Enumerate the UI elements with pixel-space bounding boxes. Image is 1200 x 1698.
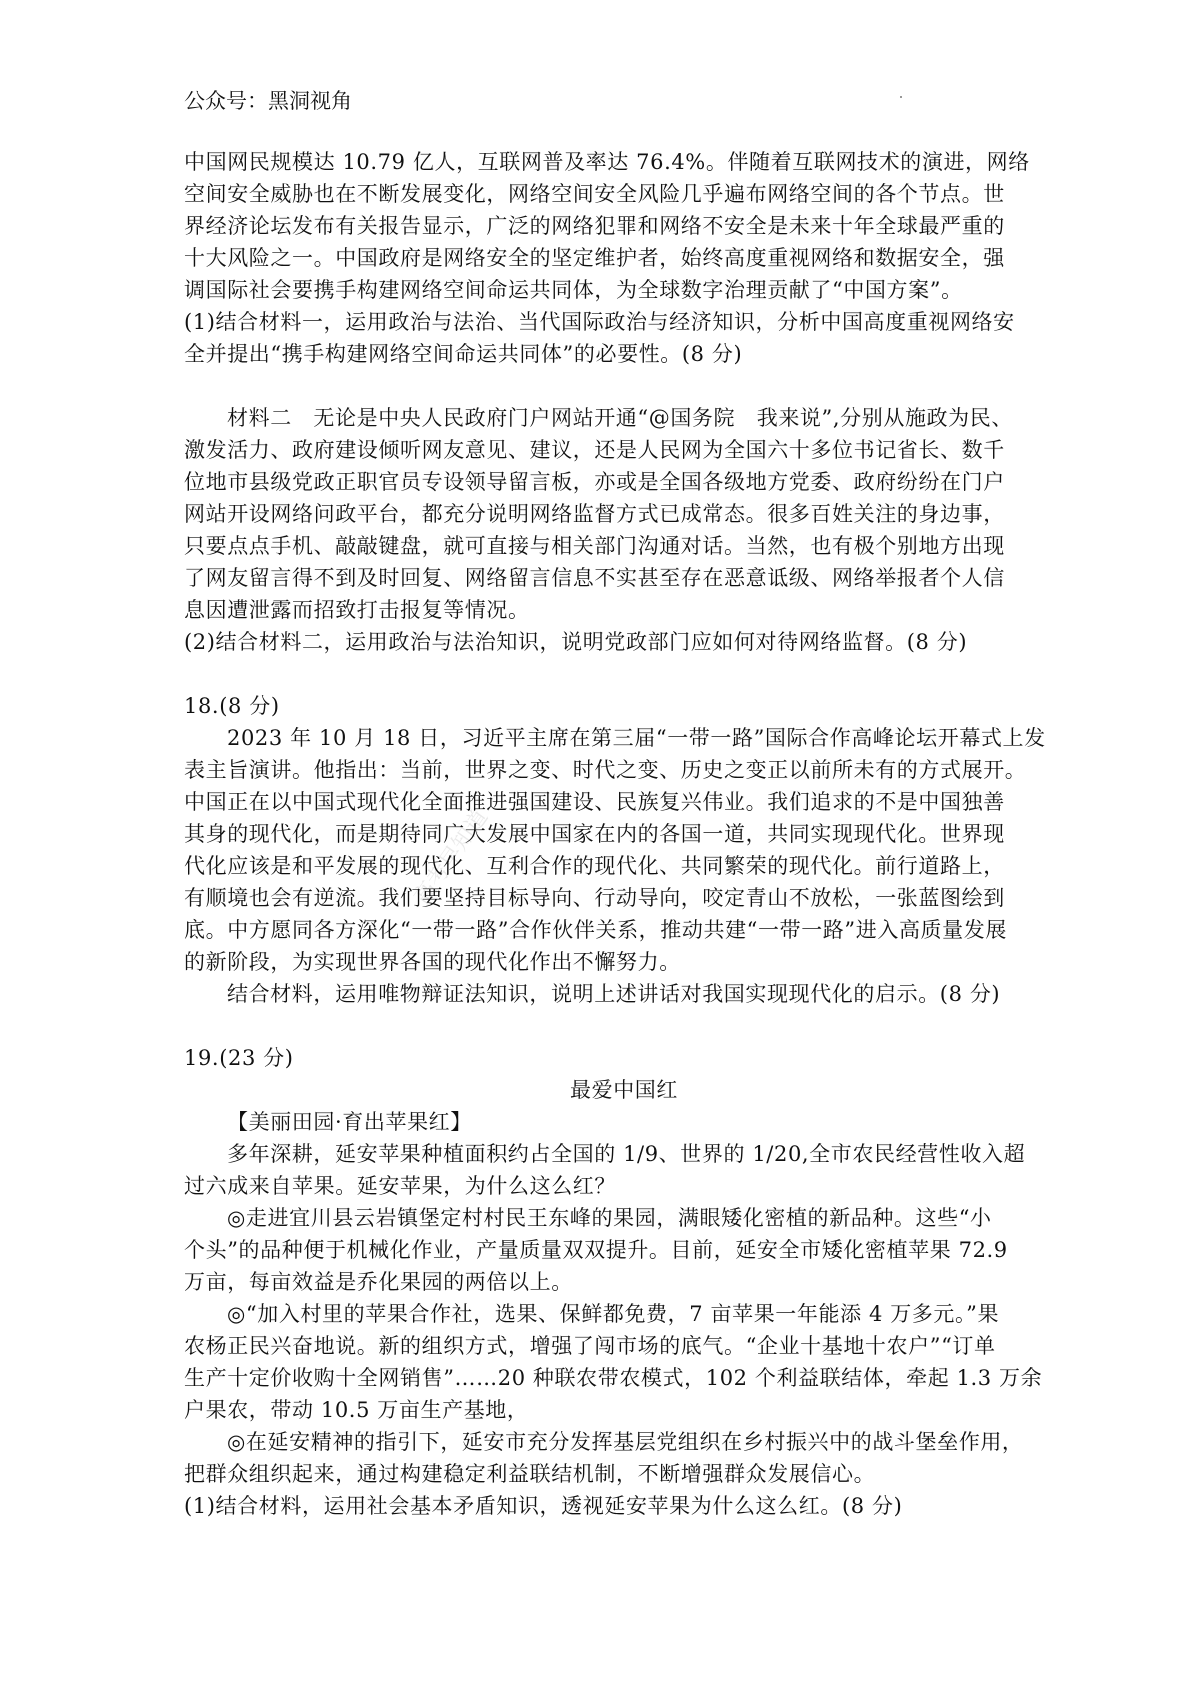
paragraph-gap [184, 658, 1034, 690]
text-line: 其身的现代化，而是期待同广大发展中国家在内的各国一道，共同实现现代化。世界现 [184, 822, 1005, 846]
text-line: (2)结合材料二，运用政治与法治知识，说明党政部门应如何对待网络监督。(8 分) [184, 630, 968, 654]
text-line: ◎“加入村里的苹果合作社，选果、保鲜都免费，7 亩苹果一年能添 4 万多元。”果 [227, 1302, 1000, 1326]
text-line: 19.(23 分) [184, 1046, 294, 1070]
text-line: 网站开设网络问政平台，都充分说明网络监督方式已成常态。很多百姓关注的身边事， [184, 502, 1005, 526]
text-line: 代化应该是和平发展的现代化、互利合作的现代化、共同繁荣的现代化。前行道路上， [184, 854, 1005, 878]
text-line: 户果农，带动 10.5 万亩生产基地， [184, 1398, 529, 1422]
watermark: 高考早知道 [409, 805, 494, 910]
text-line: 生产十定价收购十全网销售”……20 种联农带农模式，102 个利益联结体，牵起 1.3 万余 [184, 1366, 1043, 1390]
text-line: 调国际社会要携手构建网络空间命运共同体，为全球数字治理贡献了“中国方案”。 [184, 278, 963, 302]
text-line: ◎在延安精神的指引下，延安市充分发挥基层党组织在乡村振兴中的战斗堡垒作用， [227, 1430, 1024, 1454]
text-line: 【美丽田园·育出苹果红】 [227, 1110, 472, 1134]
text-line: 表主旨演讲。他指出：当前，世界之变、时代之变、历史之变正以前所未有的方式展开。 [184, 758, 1027, 782]
text-line: 了网友留言得不到及时回复、网络留言信息不实甚至存在恶意诋级、网络举报者个人信 [184, 566, 1005, 590]
text-line: 空间安全威胁也在不断发展变化，网络空间安全风险几乎遍布网络空间的各个节点。世 [184, 182, 1005, 206]
paragraph-gap [184, 1010, 1034, 1042]
scan-speck [900, 96, 902, 98]
text-line: 界经济论坛发布有关报告显示，广泛的网络犯罪和网络不安全是未来十年全球最严重的 [184, 214, 1005, 238]
text-line: 18.(8 分) [184, 694, 280, 718]
text-line: 农杨正民兴奋地说。新的组织方式，增强了闯市场的底气。“企业十基地十农户”“订单 [184, 1334, 996, 1358]
text-line: 过六成来自苹果。延安苹果，为什么这么红？ [184, 1174, 616, 1198]
text-line: 中国正在以中国式现代化全面推进强国建设、民族复兴伟业。我们追求的不是中国独善 [184, 790, 1005, 814]
text-line: 个头”的品种便于机械化作业，产量质量双双提升。目前，延安全市矮化密植苹果 72.9 [184, 1238, 1008, 1262]
text-line: 结合材料，运用唯物辩证法知识，说明上述讲话对我国实现现代化的启示。(8 分) [227, 982, 1001, 1006]
text-line: 的新阶段，为实现世界各国的现代化作出不懈努力。 [184, 950, 681, 974]
text-line: 只要点点手机、敲敲键盘，就可直接与相关部门沟通对话。当然，也有极个别地方出现 [184, 534, 1005, 558]
text-line: 位地市县级党政正职官员专设领导留言板，亦或是全国各级地方党委、政府纷纷在门户 [184, 470, 1005, 494]
text-line: 激发活力、政府建设倾听网友意见、建议，还是人民网为全国六十多位书记省长、数千 [184, 438, 1005, 462]
text-line: (1)结合材料，运用社会基本矛盾知识，透视延安苹果为什么这么红。(8 分) [184, 1494, 903, 1518]
text-line: 万亩，每亩效益是乔化果园的两倍以上。 [184, 1270, 573, 1294]
text-line: (1)结合材料一，运用政治与法治、当代国际政治与经济知识，分析中国高度重视网络安 [184, 310, 1015, 334]
document-body [184, 146, 1046, 1522]
text-line: 把群众组织起来，通过构建稳定利益联结机制，不断增强群众发展信心。 [184, 1462, 876, 1486]
text-line: 全并提出“携手构建网络空间命运共同体”的必要性。(8 分) [184, 342, 743, 366]
text-line: 底。中方愿同各方深化“一带一路”合作伙伴关系，推动共建“一带一路”进入高质量发展 [184, 918, 1007, 942]
text-line: 多年深耕，延安苹果种植面积约占全国的 1/9、世界的 1/20,全市农民经营性收入超 [227, 1142, 1026, 1166]
section-title: 最爱中国红 [570, 1078, 678, 1102]
text-line: ◎走进宜川县云岩镇堡定村村民王东峰的果园，满眼矮化密植的新品种。这些“小 [227, 1206, 992, 1230]
text-line: 息因遭泄露而招致打击报复等情况。 [184, 598, 530, 622]
paragraph-gap [184, 370, 1034, 402]
source-header: 公众号：黑洞视角 [184, 89, 352, 113]
text-line: 材料二 无论是中央人民政府门户网站开通“@国务院 我来说”,分别从施政为民、 [227, 406, 1013, 430]
text-line: 有顺境也会有逆流。我们要坚持目标导向、行动导向，咬定青山不放松，一张蓝图绘到 [184, 886, 1005, 910]
text-line: 2023 年 10 月 18 日，习近平主席在第三届“一带一路”国际合作高峰论坛开幕式上发 [227, 726, 1046, 750]
text-line: 十大风险之一。中国政府是网络安全的坚定维护者，始终高度重视网络和数据安全，强 [184, 246, 1005, 270]
text-line: 中国网民规模达 10.79 亿人，互联网普及率达 76.4%。伴随着互联网技术的演进，网络 [184, 150, 1030, 174]
